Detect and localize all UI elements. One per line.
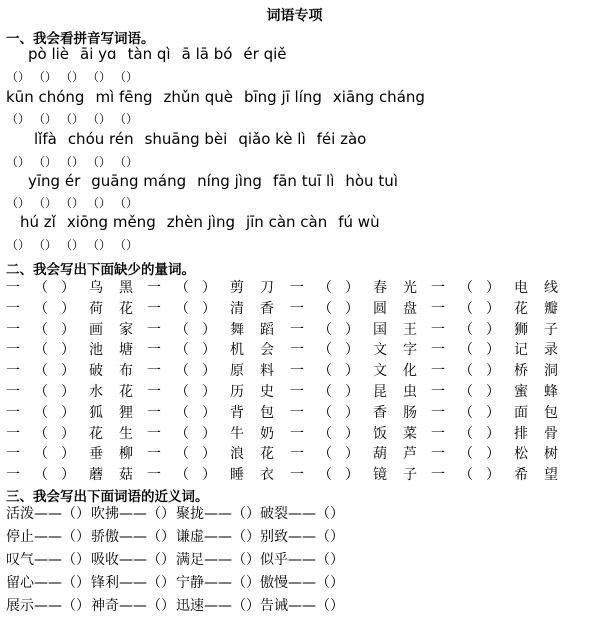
answer-paren: （） (6, 112, 31, 126)
paren-close: ） (486, 321, 500, 338)
paren-close: ） (486, 300, 500, 317)
word-char: 会 (260, 342, 274, 359)
paren-close: ） (202, 300, 216, 317)
paren-close: ） (61, 342, 75, 359)
paren-close: ） (202, 280, 216, 296)
word-char: 花 (260, 446, 274, 463)
word-char: 香 (373, 404, 387, 421)
pinyin-word: qiǎo kè lì (238, 130, 306, 148)
paren-open: （ (318, 280, 332, 296)
word-char: 垂 (89, 446, 103, 463)
word-char: 松 (514, 446, 528, 463)
paren-open: （ (34, 300, 48, 317)
pinyin-word: ér qiě (243, 45, 287, 63)
paren-close: ） (61, 404, 75, 421)
paren-close: ） (202, 363, 216, 380)
paren-close: ） (345, 363, 359, 380)
measure-row (0, 320, 589, 340)
answer-paren: （） (114, 196, 139, 210)
pinyin-line (20, 213, 391, 231)
word-char: 桥 (514, 363, 528, 380)
paren-open: （ (34, 342, 48, 359)
yi-char: 一 (290, 342, 304, 359)
answer-parens-row (6, 236, 141, 253)
synonym-item: 告诫——（） (260, 598, 344, 614)
word-char: 文 (373, 363, 387, 380)
paren-open: （ (459, 280, 473, 296)
measure-row (0, 361, 589, 381)
paren-open: （ (459, 404, 473, 421)
synonym-item: 吸收——（） (91, 552, 175, 568)
synonym-item: 骄傲——（） (91, 529, 175, 545)
word-char: 狸 (119, 404, 133, 421)
word-char: 肠 (403, 404, 417, 421)
paren-open: （ (318, 446, 332, 463)
answer-paren: （） (87, 112, 112, 126)
word-char: 家 (119, 321, 133, 338)
yi-char: 一 (147, 321, 161, 338)
word-char: 饭 (373, 425, 387, 442)
measure-row (0, 299, 589, 319)
pinyin-line (6, 88, 436, 106)
synonym-item: 叹气——（） (6, 552, 90, 568)
synonym-item: 活泼——（） (6, 506, 90, 522)
paren-open: （ (318, 300, 332, 317)
answer-paren: （） (33, 238, 58, 252)
word-char: 化 (403, 363, 417, 380)
paren-open: （ (175, 446, 189, 463)
paren-close: ） (202, 342, 216, 359)
synonym-item: 破裂——（） (260, 506, 344, 522)
pinyin-word: chóu rén (67, 130, 134, 148)
answer-paren: （） (60, 196, 85, 210)
answer-paren: （） (114, 70, 139, 84)
pinyin-word: hú zǐ (20, 213, 56, 231)
paren-close: ） (486, 384, 500, 400)
word-char: 录 (544, 342, 558, 359)
answer-paren: （） (60, 112, 85, 126)
paren-close: ） (345, 446, 359, 463)
paren-open: （ (34, 363, 48, 380)
word-char: 花 (514, 300, 528, 317)
paren-open: （ (459, 363, 473, 380)
answer-paren: （） (6, 155, 31, 169)
section3-heading: 三、我会写出下面词语的近义词。 (6, 489, 209, 505)
word-char: 面 (514, 404, 528, 421)
synonym-item: 停止——（） (6, 529, 90, 545)
word-char: 包 (260, 404, 274, 421)
pinyin-word: hòu tuì (345, 172, 398, 190)
paren-open: （ (175, 321, 189, 338)
yi-char: 一 (147, 280, 161, 296)
pinyin-word: níng jìng (197, 172, 262, 190)
yi-char: 一 (147, 342, 161, 359)
word-char: 树 (544, 446, 558, 463)
word-char: 牛 (230, 425, 244, 442)
word-char: 舞 (230, 321, 244, 338)
word-char: 菇 (119, 467, 133, 484)
word-char: 柳 (119, 446, 133, 463)
word-char: 奶 (260, 425, 274, 442)
word-char: 睡 (230, 467, 244, 484)
word-char: 国 (373, 321, 387, 338)
answer-paren: （） (6, 196, 31, 210)
word-char: 望 (544, 467, 558, 484)
answer-paren: （） (87, 70, 112, 84)
yi-char: 一 (6, 321, 20, 338)
pinyin-line (28, 45, 298, 63)
paren-close: ） (345, 280, 359, 296)
synonym-item: 神奇——（） (91, 598, 175, 614)
answer-parens-row (6, 153, 141, 170)
yi-char: 一 (290, 363, 304, 380)
pinyin-word: xiāng cháng (332, 88, 425, 106)
synonym-item: 展示——（） (6, 598, 90, 614)
yi-char: 一 (6, 404, 20, 421)
paren-close: ） (345, 321, 359, 338)
yi-char: 一 (6, 446, 20, 463)
yi-char: 一 (6, 363, 20, 380)
word-char: 盘 (403, 300, 417, 317)
yi-char: 一 (431, 384, 445, 400)
word-char: 狐 (89, 404, 103, 421)
answer-parens-row (6, 194, 141, 211)
paren-open: （ (318, 321, 332, 338)
yi-char: 一 (147, 384, 161, 400)
word-char: 菜 (403, 425, 417, 442)
word-char: 浪 (230, 446, 244, 463)
paren-open: （ (318, 342, 332, 359)
paren-open: （ (459, 300, 473, 317)
answer-parens-row (6, 110, 141, 127)
synonym-item: 迅速——（） (176, 598, 260, 614)
pinyin-word: kūn chóng (6, 88, 85, 106)
yi-char: 一 (147, 404, 161, 421)
word-char: 光 (403, 280, 417, 296)
yi-char: 一 (6, 384, 20, 400)
paren-open: （ (459, 446, 473, 463)
yi-char: 一 (431, 342, 445, 359)
paren-close: ） (61, 300, 75, 317)
paren-open: （ (175, 280, 189, 296)
synonym-item: 似乎——（） (260, 552, 344, 568)
paren-close: ） (486, 363, 500, 380)
paren-open: （ (175, 300, 189, 317)
paren-close: ） (202, 321, 216, 338)
pinyin-word: ā lā bó (181, 45, 233, 63)
pinyin-word: tàn qì (127, 45, 171, 63)
yi-char: 一 (147, 467, 161, 484)
answer-paren: （） (33, 112, 58, 126)
paren-close: ） (61, 467, 75, 484)
paren-open: （ (34, 446, 48, 463)
yi-char: 一 (147, 300, 161, 317)
paren-close: ） (61, 363, 75, 380)
paren-close: ） (345, 467, 359, 484)
word-char: 塘 (119, 342, 133, 359)
answer-paren: （） (60, 155, 85, 169)
word-char: 花 (89, 425, 103, 442)
answer-paren: （） (6, 70, 31, 84)
word-char: 历 (230, 384, 244, 400)
yi-char: 一 (431, 446, 445, 463)
paren-open: （ (34, 425, 48, 442)
paren-close: ） (345, 425, 359, 442)
word-char: 芦 (403, 446, 417, 463)
word-char: 狮 (514, 321, 528, 338)
pinyin-word: lǐfà (34, 130, 57, 148)
paren-open: （ (318, 425, 332, 442)
paren-close: ） (345, 404, 359, 421)
paren-open: （ (34, 404, 48, 421)
word-char: 春 (373, 280, 387, 296)
answer-parens-row (6, 68, 141, 85)
paren-open: （ (318, 404, 332, 421)
paren-close: ） (202, 384, 216, 400)
measure-row (0, 465, 589, 485)
answer-paren: （） (87, 238, 112, 252)
word-char: 荷 (89, 300, 103, 317)
paren-close: ） (202, 404, 216, 421)
word-char: 虫 (403, 384, 417, 400)
answer-paren: （） (60, 70, 85, 84)
word-char: 破 (89, 363, 103, 380)
yi-char: 一 (6, 342, 20, 359)
paren-open: （ (34, 467, 48, 484)
answer-paren: （） (33, 70, 58, 84)
paren-open: （ (175, 363, 189, 380)
paren-open: （ (175, 467, 189, 484)
paren-close: ） (345, 300, 359, 317)
paren-open: （ (175, 404, 189, 421)
word-char: 瓣 (544, 300, 558, 317)
pinyin-word: shuāng bèi (144, 130, 228, 148)
yi-char: 一 (6, 300, 20, 317)
yi-char: 一 (6, 280, 20, 296)
word-char: 蘑 (89, 467, 103, 484)
paren-open: （ (175, 425, 189, 442)
paren-open: （ (318, 384, 332, 400)
word-char: 骨 (544, 425, 558, 442)
paren-close: ） (345, 342, 359, 359)
section1-heading: 一、我会看拼音写词语。 (6, 31, 155, 47)
yi-char: 一 (290, 300, 304, 317)
synonym-item: 别致——（） (260, 529, 344, 545)
word-char: 子 (403, 467, 417, 484)
word-char: 清 (230, 300, 244, 317)
yi-char: 一 (290, 384, 304, 400)
answer-paren: （） (87, 155, 112, 169)
yi-char: 一 (290, 321, 304, 338)
measure-row (0, 278, 589, 298)
answer-paren: （） (33, 155, 58, 169)
page-title: 词语专项 (266, 8, 323, 24)
paren-open: （ (34, 280, 48, 296)
yi-char: 一 (431, 300, 445, 317)
paren-open: （ (459, 321, 473, 338)
paren-close: ） (61, 280, 75, 296)
word-char: 蹈 (260, 321, 274, 338)
word-char: 排 (514, 425, 528, 442)
pinyin-line (34, 130, 377, 148)
word-char: 蜜 (514, 384, 528, 400)
word-char: 圆 (373, 300, 387, 317)
answer-paren: （） (114, 238, 139, 252)
synonym-item: 留心——（） (6, 575, 90, 591)
paren-close: ） (486, 446, 500, 463)
word-char: 希 (514, 467, 528, 484)
paren-close: ） (486, 467, 500, 484)
synonym-item: 傲慢——（） (260, 575, 344, 591)
yi-char: 一 (431, 425, 445, 442)
yi-char: 一 (431, 321, 445, 338)
synonym-item: 吹拂——（） (91, 506, 175, 522)
paren-open: （ (34, 321, 48, 338)
paren-close: ） (202, 425, 216, 442)
word-char: 原 (230, 363, 244, 380)
word-char: 镜 (373, 467, 387, 484)
paren-close: ） (61, 321, 75, 338)
paren-close: ） (61, 384, 75, 400)
answer-paren: （） (87, 196, 112, 210)
word-char: 史 (260, 384, 274, 400)
word-char: 生 (119, 425, 133, 442)
yi-char: 一 (147, 363, 161, 380)
word-char: 王 (403, 321, 417, 338)
word-char: 记 (514, 342, 528, 359)
word-char: 刀 (260, 280, 274, 296)
word-char: 水 (89, 384, 103, 400)
paren-open: （ (175, 342, 189, 359)
yi-char: 一 (6, 467, 20, 484)
synonym-item: 谦虚——（） (176, 529, 260, 545)
answer-paren: （） (60, 238, 85, 252)
pinyin-line (28, 172, 409, 190)
word-char: 包 (544, 404, 558, 421)
pinyin-word: fú wù (338, 213, 380, 231)
word-char: 剪 (230, 280, 244, 296)
paren-close: ） (61, 446, 75, 463)
pinyin-word: zhèn jìng (166, 213, 235, 231)
paren-close: ） (202, 467, 216, 484)
paren-open: （ (34, 384, 48, 400)
paren-close: ） (486, 404, 500, 421)
measure-row (0, 444, 589, 464)
yi-char: 一 (290, 467, 304, 484)
pinyin-word: pò liè (28, 45, 70, 63)
paren-close: ） (61, 425, 75, 442)
paren-close: ） (202, 446, 216, 463)
yi-char: 一 (431, 404, 445, 421)
answer-paren: （） (6, 238, 31, 252)
word-char: 昆 (373, 384, 387, 400)
paren-close: ） (486, 425, 500, 442)
paren-open: （ (318, 363, 332, 380)
answer-paren: （） (33, 196, 58, 210)
pinyin-word: jīn càn càn (245, 213, 328, 231)
yi-char: 一 (431, 467, 445, 484)
synonym-item: 满足——（） (176, 552, 260, 568)
word-char: 线 (544, 280, 558, 296)
pinyin-word: āi yɑ (80, 45, 117, 63)
word-char: 机 (230, 342, 244, 359)
yi-char: 一 (147, 425, 161, 442)
paren-open: （ (459, 384, 473, 400)
yi-char: 一 (147, 446, 161, 463)
paren-open: （ (459, 342, 473, 359)
paren-open: （ (459, 425, 473, 442)
yi-char: 一 (431, 363, 445, 380)
word-char: 洞 (544, 363, 558, 380)
yi-char: 一 (290, 280, 304, 296)
word-char: 料 (260, 363, 274, 380)
pinyin-word: zhǔn què (163, 88, 233, 106)
yi-char: 一 (6, 425, 20, 442)
yi-char: 一 (290, 404, 304, 421)
paren-close: ） (486, 280, 500, 296)
pinyin-word: xiōng měng (66, 213, 156, 231)
yi-char: 一 (290, 446, 304, 463)
paren-close: ） (486, 342, 500, 359)
word-char: 香 (260, 300, 274, 317)
measure-row (0, 340, 589, 360)
word-char: 画 (89, 321, 103, 338)
section2-heading: 二、我会写出下面缺少的量词。 (6, 262, 195, 278)
synonym-item: 宁静——（） (176, 575, 260, 591)
word-char: 黑 (119, 280, 133, 296)
word-char: 背 (230, 404, 244, 421)
pinyin-word: mì fēng (95, 88, 153, 106)
yi-char: 一 (431, 280, 445, 296)
word-char: 电 (514, 280, 528, 296)
pinyin-word: yīng ér (28, 172, 81, 190)
pinyin-word: fān tuī lì (272, 172, 335, 190)
word-char: 子 (544, 321, 558, 338)
word-char: 葫 (373, 446, 387, 463)
pinyin-word: féi zào (316, 130, 367, 148)
word-char: 衣 (260, 467, 274, 484)
pinyin-word: guāng máng (91, 172, 187, 190)
synonym-item: 聚拢——（） (176, 506, 260, 522)
word-char: 花 (119, 300, 133, 317)
word-char: 字 (403, 342, 417, 359)
word-char: 花 (119, 384, 133, 400)
word-char: 池 (89, 342, 103, 359)
measure-row (0, 403, 589, 423)
word-char: 乌 (89, 280, 103, 296)
measure-row (0, 382, 589, 402)
word-char: 蜂 (544, 384, 558, 400)
word-char: 布 (119, 363, 133, 380)
answer-paren: （） (114, 112, 139, 126)
synonym-item: 锋利——（） (91, 575, 175, 591)
pinyin-word: bīng jī líng (243, 88, 322, 106)
measure-row (0, 424, 589, 444)
paren-close: ） (345, 384, 359, 400)
paren-open: （ (318, 467, 332, 484)
yi-char: 一 (290, 425, 304, 442)
answer-paren: （） (114, 155, 139, 169)
word-char: 文 (373, 342, 387, 359)
paren-open: （ (175, 384, 189, 400)
paren-open: （ (459, 467, 473, 484)
